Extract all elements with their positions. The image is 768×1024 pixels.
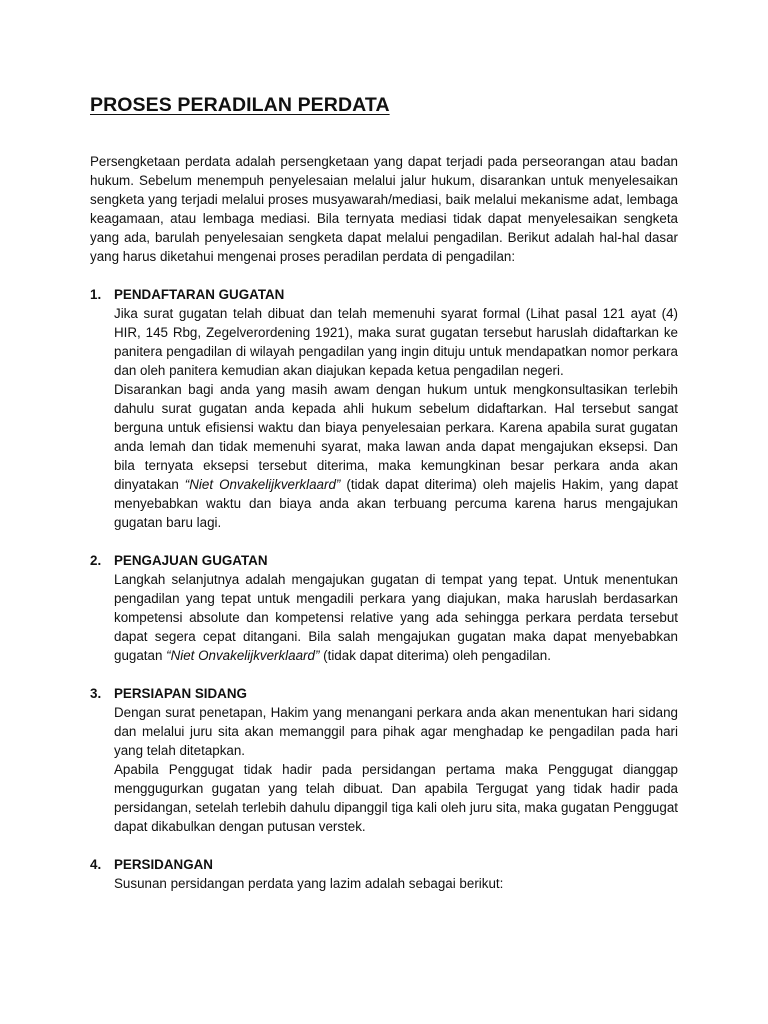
section-body xyxy=(114,304,678,532)
intro-paragraph: Persengketaan perdata adalah persengketaan yang dapat terjadi pada perseorangan atau badan hukum. Sebelum menempuh penyelesaian melalui jalur hukum, disarankan untuk menyelesaikan sengketa yang terjadi melalui proses musyawarah/mediasi, baik melalui mekanisme adat, lembaga keagamaan, atau lembaga mediasi. Bila ternyata mediasi tidak dapat menyelesaikan sengketa yang ada, barulah penyelesaian sengketa dapat melalui pengadilan. Berikut adalah hal-hal dasar yang harus diketahui mengenai proses peradilan perdata di pengadilan: xyxy=(90,154,678,264)
paragraph-text: Disarankan bagi anda yang masih awam dengan hukum untuk mengkonsultasikan terlebih dahulu surat gugatan anda kepada ahli hukum sebelum didaftarkan. Hal tersebut sangat berguna untuk efisiensi waktu dan biaya penyelesaian perkara. Karena apabila surat gugatan anda lemah dan tidak memenuhi syarat, maka lawan anda dapat mengajukan eksepsi. Dan bila ternyata eksepsi tersebut diterima, maka kemungkinan besar perkara anda akan dinyatakan xyxy=(114,382,678,492)
section-body xyxy=(114,703,678,836)
paragraph-text: (tidak dapat diterima) oleh pengadilan. xyxy=(319,648,551,663)
section-body xyxy=(114,874,678,893)
section-3 xyxy=(90,684,678,836)
section-1 xyxy=(90,285,678,532)
section-paragraph: Susunan persidangan perdata yang lazim adalah sebagai berikut: xyxy=(114,876,504,891)
section-title: PERSIDANGAN xyxy=(114,857,213,872)
section-number: 4. xyxy=(90,857,102,872)
section-2 xyxy=(90,551,678,665)
section-paragraph: Jika surat gugatan telah dibuat dan telah memenuhi syarat formal (Lihat pasal 121 ayat (4) HIR, 145 Rbg, Zegelverordening 1921), maka surat gugatan tersebut haruslah didaftarkan ke panitera pengadilan di wilayah pengadilan yang ingin dituju untuk mendapatkan nomor perkara dan oleh panitera kemudian akan diajukan kepada ketua pengadilan negeri. xyxy=(114,306,678,378)
italic-term: “Niet Onvakelijkverklaard” xyxy=(184,477,341,492)
section-heading xyxy=(90,684,678,703)
paragraph-text: Langkah selanjutnya adalah mengajukan gugatan di tempat yang tepat. Untuk menentukan pengadilan yang tepat untuk mengadili perkara yang diajukan, maka haruslah berdasarkan kompetensi absolute dan kompetensi relative yang ada sehingga perkara perdata tersebut dapat segera cepat ditangani. Bila salah mengajukan gugatan maka dapat menyebabkan gugatan xyxy=(114,572,678,663)
section-number: 1. xyxy=(90,287,102,302)
section-heading xyxy=(90,551,678,570)
section-paragraph: Apabila Penggugat tidak hadir pada persidangan pertama maka Penggugat dianggap menggugurkan gugatan yang telah dibuat. Dan apabila Tergugat yang tidak hadir pada persidangan, setelah terlebih dahulu dipanggil tiga kali oleh juru sita, maka gugatan Penggugat dapat dikabulkan dengan putusan verstek. xyxy=(114,762,678,834)
section-number: 2. xyxy=(90,553,102,568)
section-number: 3. xyxy=(90,686,102,701)
section-title: PERSIAPAN SIDANG xyxy=(114,686,247,701)
section-paragraph xyxy=(114,570,678,665)
page-title: PROSES PERADILAN PERDATA xyxy=(90,94,390,116)
italic-term: “Niet Onvakelijkverklaard” xyxy=(166,648,320,663)
section-title: PENDAFTARAN GUGATAN xyxy=(114,287,285,302)
section-paragraph xyxy=(114,380,678,532)
section-4 xyxy=(90,855,678,893)
paragraph-text: (tidak dapat diterima) oleh majelis Hakim, yang dapat menyebabkan waktu dan biaya anda akan terbuang percuma karena harus mengajukan gugatan baru lagi. xyxy=(114,477,678,530)
section-heading xyxy=(90,855,678,874)
section-heading xyxy=(90,285,678,304)
section-title: PENGAJUAN GUGATAN xyxy=(114,553,268,568)
section-paragraph: Dengan surat penetapan, Hakim yang menangani perkara anda akan menentukan hari sidang dan melalui juru sita akan memanggil para pihak agar menghadap ke pengadilan pada hari yang telah ditetapkan. xyxy=(114,705,678,758)
section-body xyxy=(114,570,678,665)
